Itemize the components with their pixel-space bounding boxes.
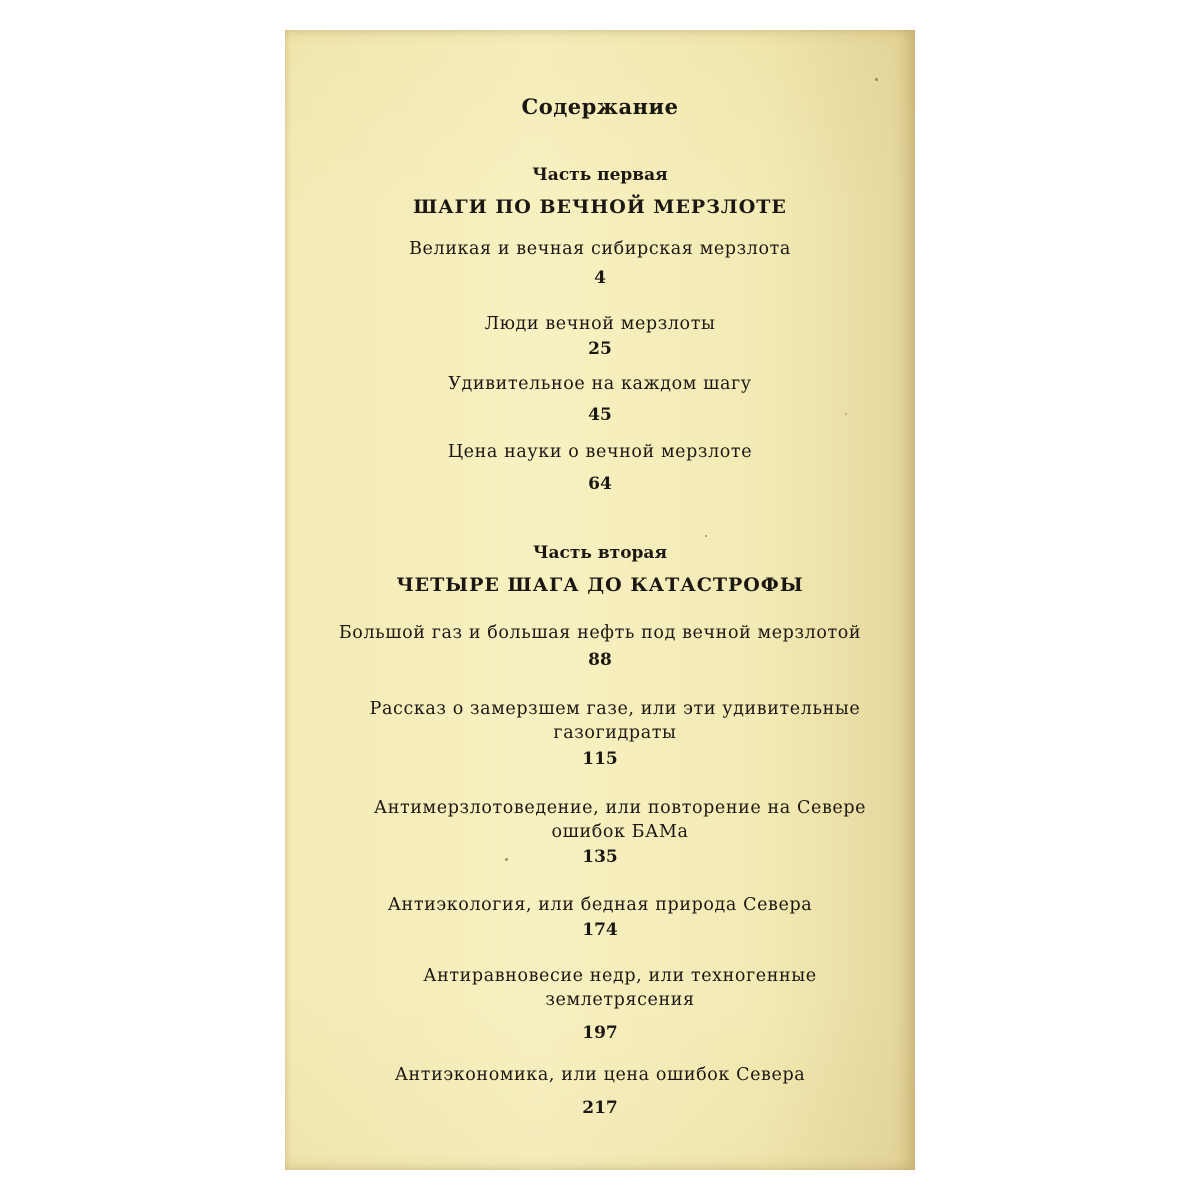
- part-2-title: ЧЕТЫРЕ ШАГА ДО КАТАСТРОФЫ: [396, 574, 804, 596]
- toc-entry-title: Люди вечной мерзлоты: [484, 314, 716, 334]
- toc-entry-title: Цена науки о вечной мерзлоте: [447, 442, 753, 462]
- part-1-title: ШАГИ ПО ВЕЧНОЙ МЕРЗЛОТЕ: [413, 196, 787, 218]
- toc-entry-title: Антиэкология, или бедная природа Севера: [387, 895, 813, 915]
- toc-entry-page: 217: [582, 1098, 618, 1118]
- book-page: [285, 30, 915, 1170]
- toc-entry-page: 25: [588, 339, 612, 359]
- toc-entry-title: Большой газ и большая нефть под вечной мерзлотой: [338, 623, 862, 643]
- toc-entry-page: 115: [582, 749, 618, 769]
- toc-entry-page: 64: [588, 474, 612, 494]
- toc-entry-title: Антиравновесие недр, или техногенные землетрясения: [423, 966, 817, 1010]
- toc-entry-title: Удивительное на каждом шагу: [448, 374, 752, 394]
- toc-entry-title: Антиэкономика, или цена ошибок Севера: [394, 1065, 806, 1085]
- toc-entry-page: 4: [594, 268, 606, 288]
- toc-entry-title: Великая и вечная сибирская мерзлота: [409, 239, 791, 259]
- toc-entry-page: 197: [582, 1023, 618, 1043]
- toc-entry-page: 88: [588, 650, 612, 670]
- toc-entry-page: 135: [582, 847, 618, 867]
- part-1-label: Часть первая: [532, 165, 668, 185]
- part-2-label: Часть вторая: [532, 543, 668, 563]
- toc-entry-page: 174: [582, 920, 618, 940]
- paper-speck: [505, 858, 508, 861]
- paper-speck: [705, 535, 707, 537]
- paper-speck: [845, 413, 847, 415]
- toc-entry-title: Антимерзлотоведение, или повторение на Севере ошибок БАМа: [373, 798, 867, 842]
- toc-entry-title: Рассказ о замерзшем газе, или эти удивительные газогидраты: [369, 699, 861, 743]
- toc-entry-page: 45: [588, 405, 612, 425]
- toc-title: Содержание: [521, 94, 679, 119]
- paper-speck: [875, 78, 878, 81]
